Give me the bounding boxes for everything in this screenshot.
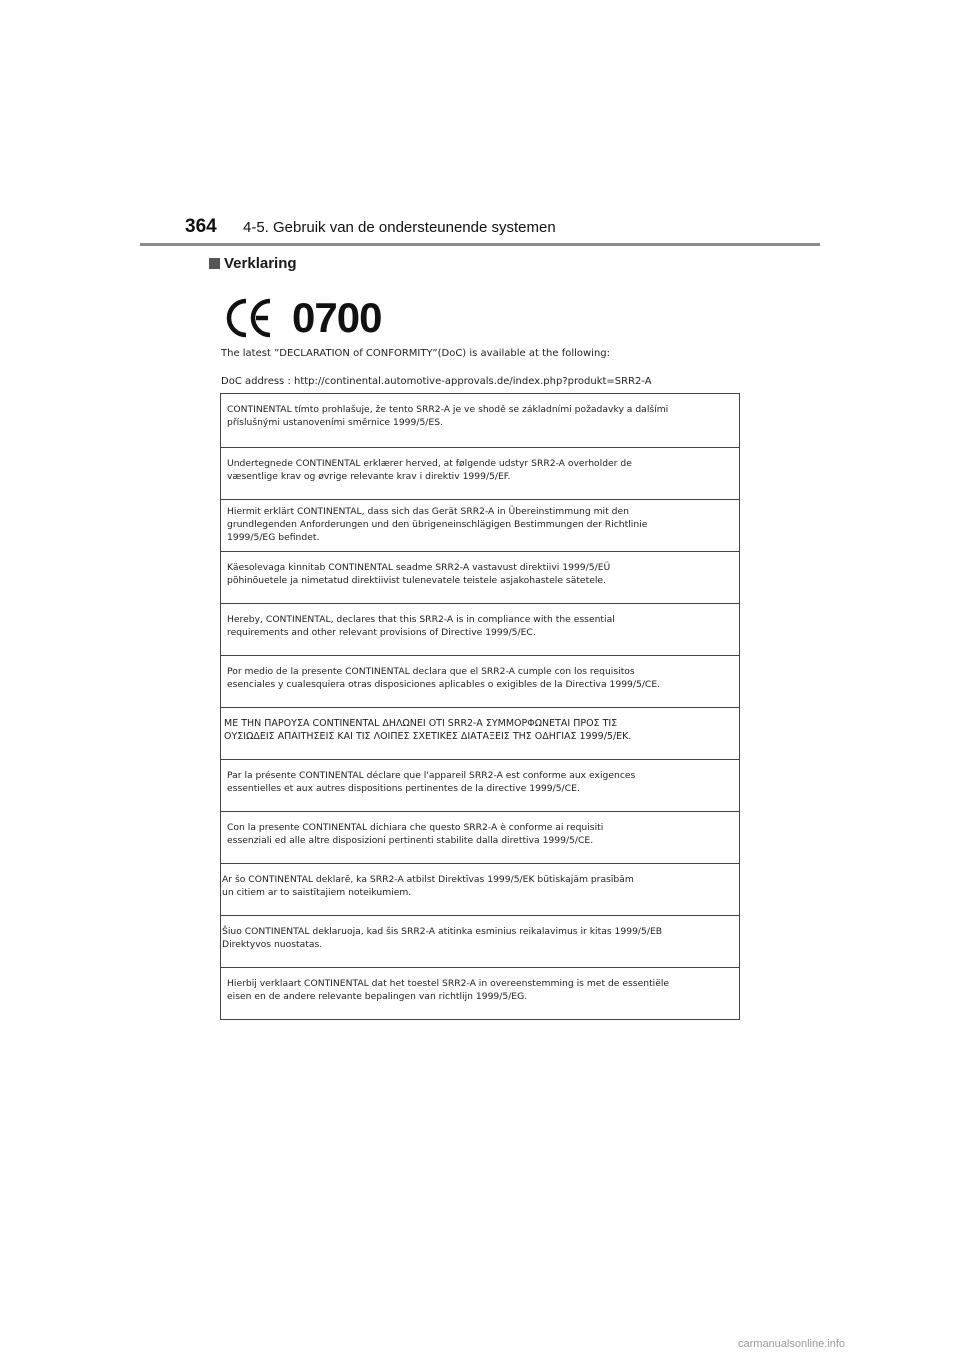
declaration-french: Par la présente CONTINENTAL déclare que l'appareil SRR2-A est conforme aux exigences essentielles et aux autres dispositions pertinentes de la directive 1999/5/CE. [221, 759, 739, 811]
square-bullet-icon [209, 258, 220, 269]
watermark-text: carmanualsonline.info [738, 1338, 846, 1350]
ce-marking [226, 294, 381, 342]
declaration-dutch: Hierbij verklaart CONTINENTAL dat het toestel SRR2-A in overeenstemming is met de essentiële eisen en de andere relevante bepalingen van richtlijn 1999/5/EG. [221, 967, 739, 1019]
page-header [185, 216, 556, 238]
page-number: 364 [185, 216, 217, 237]
declaration-german: Hiermit erklärt CONTINENTAL, dass sich das Gerät SRR2-A in Übereinstimmung mit den grundlegenden Anforderungen und den übrigeneinschlägigen Bestimmungen der Richtlinie 1999/5/EG befindet. [221, 499, 739, 551]
section-title: Verklaring [224, 255, 297, 272]
declarations-table [220, 393, 740, 1020]
doc-address-text: DoC address : http://continental.automotive-approvals.de/index.php?produkt=SRR2-A [221, 376, 652, 387]
chapter-title: 4-5. Gebruik van de ondersteunende systemen [243, 219, 556, 236]
section-heading [209, 255, 297, 272]
declaration-english: Hereby, CONTINENTAL, declares that this SRR2-A is in compliance with the essential requirements and other relevant provisions of Directive 1999/5/EC. [221, 603, 739, 655]
declaration-latvian: Ar šo CONTINENTAL deklarē, ka SRR2-A atbilst Direktīvas 1999/5/EK būtiskajām prasībām un citiem ar to saistītajiem noteikumiem. [221, 863, 739, 915]
declaration-italian: Con la presente CONTINENTAL dichiara che questo SRR2-A è conforme ai requisiti essenziali ed alle altre disposizioni pertinenti stabilite dalla direttiva 1999/5/CE. [221, 811, 739, 863]
notified-body-number: 0700 [292, 294, 382, 341]
ce-mark-icon [226, 297, 274, 339]
declaration-estonian: Käesolevaga kinnitab CONTINENTAL seadme SRR2-A vastavust direktiivi 1999/5/EÜ põhinõuetele ja nimetatud direktiivist tulenevatele teistele asjakohastele sätetele. [221, 551, 739, 603]
header-divider [140, 243, 820, 246]
declaration-greek: ΜΕ ΤΗΝ ΠΑΡΟΥΣΑ CONTINENTAL ΔΗΛΩΝΕΙ ΟΤΙ SRR2-A ΣΥΜΜΟΡΦΩΝΕΤΑΙ ΠΡΟΣ ΤΙΣ ΟΥΣΙΩΔΕΙΣ ΑΠΑΙΤΗΣΕΙΣ ΚΑΙ ΤΙΣ ΛΟΙΠΕΣ ΣΧΕΤΙΚΕΣ ΔΙΑΤΑΞΕΙΣ ΤΗΣ ΟΔΗΓΙΑΣ 1999/5/ΕΚ. [221, 707, 739, 759]
declaration-lithuanian: Šiuo CONTINENTAL deklaruoja, kad šis SRR2-A atitinka esminius reikalavimus ir kitas 1999/5/EB Direktyvos nuostatas. [221, 915, 739, 967]
declaration-spanish: Por medio de la presente CONTINENTAL declara que el SRR2-A cumple con los requisitos esenciales y cualesquiera otras disposiciones aplicables o exigibles de la Directiva 1999/5/CE. [221, 655, 739, 707]
declaration-czech: CONTINENTAL tímto prohlašuje, že tento SRR2-A je ve shodě se základními požadavky a dalšími příslušnými ustanoveními směrnice 1999/5/ES. [227, 404, 669, 428]
declaration-danish: Undertegnede CONTINENTAL erklærer herved, at følgende udstyr SRR2-A overholder de væsentlige krav og øvrige relevante krav i direktiv 1999/5/EF. [221, 447, 739, 499]
doc-availability-text: The latest ”DECLARATION of CONFORMITY”(DoC) is available at the following: [221, 348, 611, 359]
